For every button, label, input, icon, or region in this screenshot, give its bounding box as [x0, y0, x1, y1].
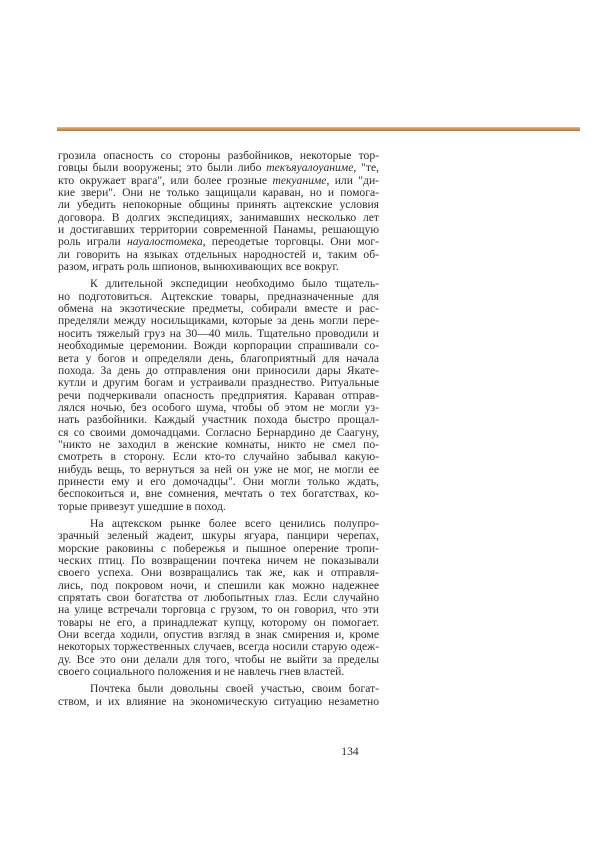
text-line	[58, 696, 379, 708]
text-segment: Они всегда ходили, опустив взгляд в знак смирения и, кроме	[58, 628, 379, 642]
text-segment: пределяли между носильщиками, которые за день могли пере-	[58, 314, 379, 328]
text-segment: вета у богов и определяли день, благоприятный для начала	[58, 351, 379, 365]
text-segment: своего социального положения и не навлечь гнев властей.	[58, 665, 345, 679]
text-segment: морские раковины с побережья и пышное оперение тропи-	[58, 541, 379, 555]
text-segment: товары не его, а принадлежат купцу, которому он помогает.	[58, 615, 379, 629]
text-segment: договора. В долгих экспедициях, занимавших несколько лет	[58, 210, 379, 224]
text-segment: К длительной экспедиции необходимо было тщатель-	[90, 277, 379, 291]
text-segment: ду. Все это они делали для того, чтобы не выйти за пределы	[58, 652, 379, 666]
text-segment: , или "ди-	[326, 173, 380, 187]
text-line	[58, 261, 379, 273]
text-segment: речи подчеркивали опасность предприятия. Караван отправ-	[58, 388, 379, 402]
italic-term: текъяуалоуаниме	[266, 161, 354, 175]
text-segment: грозила опасность со стороны разбойников, некоторые тор-	[58, 149, 379, 162]
text-segment: похода. За день до отправления они приносили дары Якате-	[58, 363, 379, 377]
text-segment: нибудь вещь, то вернуться за ней он уже не мог, не могли ее	[58, 462, 379, 476]
paragraph	[58, 278, 379, 513]
text-segment: На ацтекском рынке более всего ценились полупро-	[90, 516, 379, 530]
text-segment: но подготовиться. Ацтекские товары, предназначенные для	[58, 289, 379, 303]
text-segment: лялся ночью, без особого шума, чтобы об этом не могли уз-	[58, 400, 379, 414]
text-segment: на улице встречали торговца с грузом, то он говорил, что эти	[58, 603, 379, 617]
text-segment: необходимые церемонии. Вожди корпорации спрашивали со-	[58, 339, 379, 353]
text-segment: ством, и их влияние на экономическую ситуацию незаметно	[58, 694, 379, 708]
text-segment: разом, играть роль шпионов, вынюхивающих все вокруг.	[58, 260, 339, 274]
body-text	[58, 150, 379, 713]
paragraph	[58, 150, 379, 273]
text-segment: лись, под покровом ночи, и спешили как можно надежнее	[58, 578, 379, 592]
text-segment: и достигавших территории современной Панамы, решающую	[58, 223, 379, 237]
text-segment: своего успеха. Они возвращались так же, как и отправля-	[58, 566, 379, 580]
text-segment: носить тяжелый груз на 30—40 миль. Тщательно проводили и	[58, 326, 379, 340]
text-segment: смотреть в сторону. Если кто-то случайно забывал какую-	[58, 450, 379, 464]
paragraph	[58, 518, 379, 678]
page-number-text: 134	[341, 745, 359, 758]
text-segment: говцы были вооружены; это были либо	[58, 161, 267, 175]
text-line	[58, 501, 379, 513]
text-segment: , "те,	[353, 161, 379, 175]
page-number	[0, 745, 600, 758]
text-segment: ли убедить непокорные общины принять ацтекские условия	[58, 198, 379, 212]
text-segment: кие звери". Они не только защищали караван, но и помога-	[58, 186, 379, 200]
italic-term: текуаниме	[272, 173, 327, 187]
text-segment: , переодетые торговцы. Они мог-	[202, 235, 379, 249]
text-segment: беспокоиться и, вне сомнения, мечтать о тех богатствах, ко-	[58, 487, 379, 501]
text-segment: зрачный зеленый жадеит, шкуры ягуара, панцири черепах,	[58, 529, 379, 543]
text-line	[58, 666, 379, 678]
italic-term: науалостомека	[126, 235, 203, 249]
text-segment: Почтека были довольны своей участью, своим богат-	[90, 682, 379, 696]
text-segment: ческих птиц. По возвращении почтека ничем не показывали	[58, 554, 379, 567]
text-segment: торые привезут ушедшие в поход.	[58, 499, 226, 513]
text-segment: обмена на экзотические предметы, собирали вместе и рас-	[58, 302, 379, 316]
text-segment: "никто не заходил в женские комнаты, никто не смел по-	[58, 437, 379, 451]
text-segment: кто окружает врага", или более грозные	[58, 173, 273, 187]
text-segment: спрятать свои богатства от любопытных глаз. Если случайно	[58, 591, 379, 605]
text-segment: роль играли	[58, 235, 127, 249]
header-rule	[57, 127, 580, 131]
text-segment: кутли и другим богам и устраивали празднество. Ритуальные	[58, 376, 379, 390]
text-segment: нать разбойники. Каждый участник похода быстро прощал-	[58, 413, 379, 427]
text-segment: некоторых торжественных случаев, всегда носили старую одеж-	[58, 640, 379, 654]
text-segment: принести ему и его домочадцы". Они могли только ждать,	[58, 474, 379, 488]
paragraph	[58, 683, 379, 708]
text-segment: ся со своими домочадцами. Согласно Бернардино де Саагуну,	[58, 425, 379, 439]
text-segment: ли говорить на языках отдельных народностей и, таким об-	[58, 247, 379, 261]
